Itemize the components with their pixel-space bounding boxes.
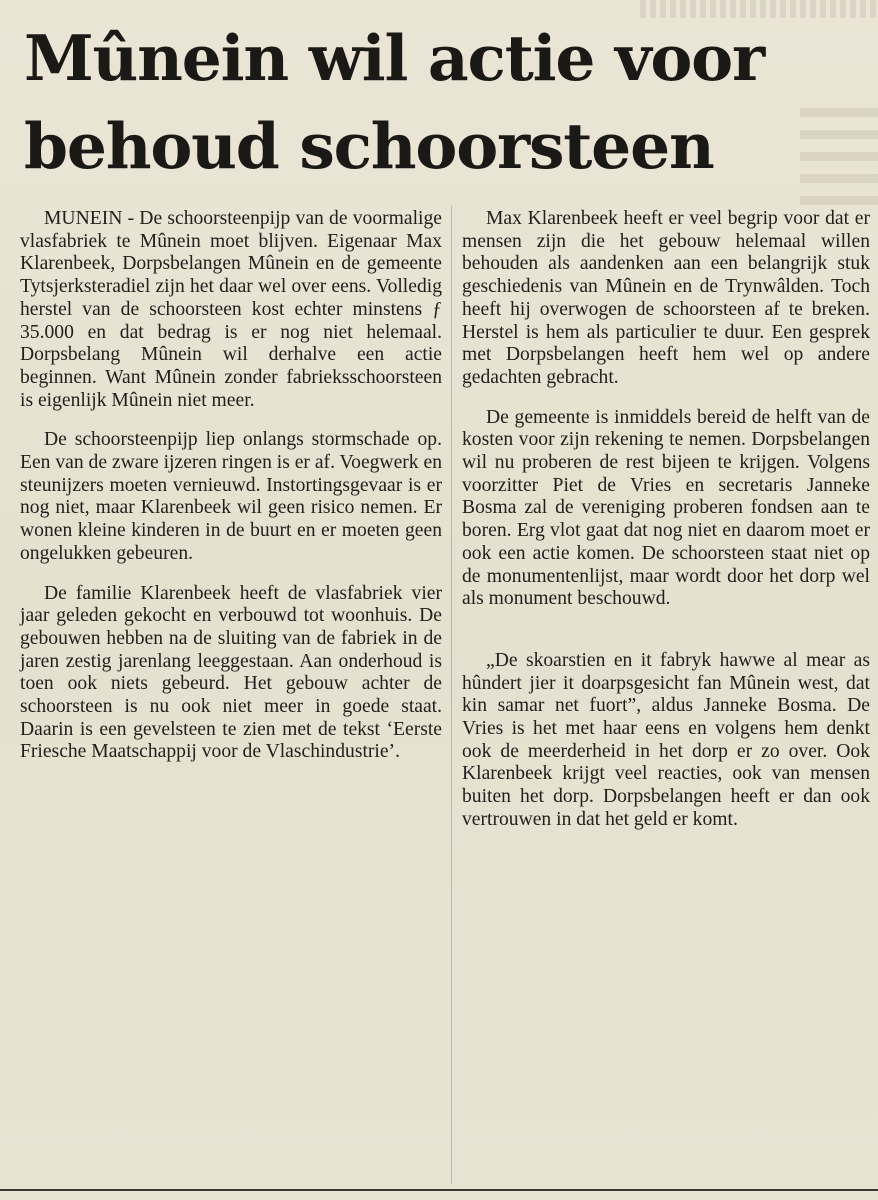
article-column-right xyxy=(462,208,870,849)
headline xyxy=(24,14,814,190)
bottom-rule xyxy=(0,1189,878,1191)
article-paragraph: De schoorsteenpijp liep onlangs stormschade op. Een van de zware ijzeren ringen is er af. Voegwerk en steunijzers moeten vernieuwd. Instortingsgevaar is er nog niet, maar Klarenbeek wil geen risico nemen. Er wonen kleine kinderen in de buurt en er moeten geen ongelukken gebeuren. xyxy=(20,429,442,564)
paragraph-gap xyxy=(462,628,870,650)
column-divider xyxy=(451,206,452,1184)
article-paragraph-quote: „De skoarstien en it fabryk hawwe al mear as hûndert jier it doarpsgesicht fan Mûnein west, dat kin samar net fuort”, aldus Janneke Bosma. De Vries is het met haar eens en volgens hem denkt ook de meerderheid in het dorp er zo over. Ook Klarenbeek krijgt veel reacties, ook van mensen buiten het dorp. Dorpsbelangen heeft er dan ook vertrouwen in dat het geld er komt. xyxy=(462,649,870,830)
article-paragraph: De gemeente is inmiddels bereid de helft van de kosten voor zijn rekening te nemen. Dorpsbelangen wil nu proberen de rest bijeen te krijgen. Volgens voorzitter Piet de Vries en secretaris Janneke Bosma zal de vereniging proberen fondsen aan te boren. Erg vlot gaat dat nog niet en daarom moet er ook een actie komen. De schoorsteen staat niet op de monumentenlijst, maar wordt door het dorp wel als monument beschouwd. xyxy=(462,406,870,610)
headline-line-2: behoud schoorsteen xyxy=(24,109,714,183)
headline-line-1: Mûnein wil actie voor xyxy=(24,21,764,95)
article-paragraph: MUNEIN - De schoorsteenpijp van de voormalige vlasfabriek te Mûnein moet blijven. Eigenaar Max Klarenbeek, Dorpsbelangen Mûnein en de gemeente Tytsjerksteradiel zijn het daar wel over eens. Volledig herstel van de schoorsteen kost echter minstens ƒ 35.000 en dat bedrag is er nog niet helemaal. Dorpsbelang Mûnein wil derhalve een actie beginnen. Want Mûnein zonder fabrieksschoorsteen is eigenlijk Mûnein niet meer. xyxy=(20,208,442,411)
article-column-left xyxy=(20,208,442,781)
article-paragraph: De familie Klarenbeek heeft de vlasfabriek vier jaar geleden gekocht en verbouwd tot woonhuis. De gebouwen hebben na de sluiting van de fabriek in de jaren zestig jarenlang leeggestaan. Aan onderhoud is toen ook niets gebeurd. Het gebouw achter de schoorsteen is nu ook niet meer in goede staat. Daarin is een gevelsteen te zien met de tekst ‘Eerste Friesche Maatschappij voor de Vlaschindustrie’. xyxy=(20,582,442,763)
article-paragraph: Max Klarenbeek heeft er veel begrip voor dat er mensen zijn die het gebouw helemaal willen behouden als aandenken aan een belangrijk stuk geschiedenis van Mûnein en de Trynwâlden. Toch heeft hij overwogen de schoorsteen af te breken. Herstel is hem als particulier te duur. Een gesprek met Dorpsbelangen heeft hem wel op andere gedachten gebracht. xyxy=(462,208,870,388)
